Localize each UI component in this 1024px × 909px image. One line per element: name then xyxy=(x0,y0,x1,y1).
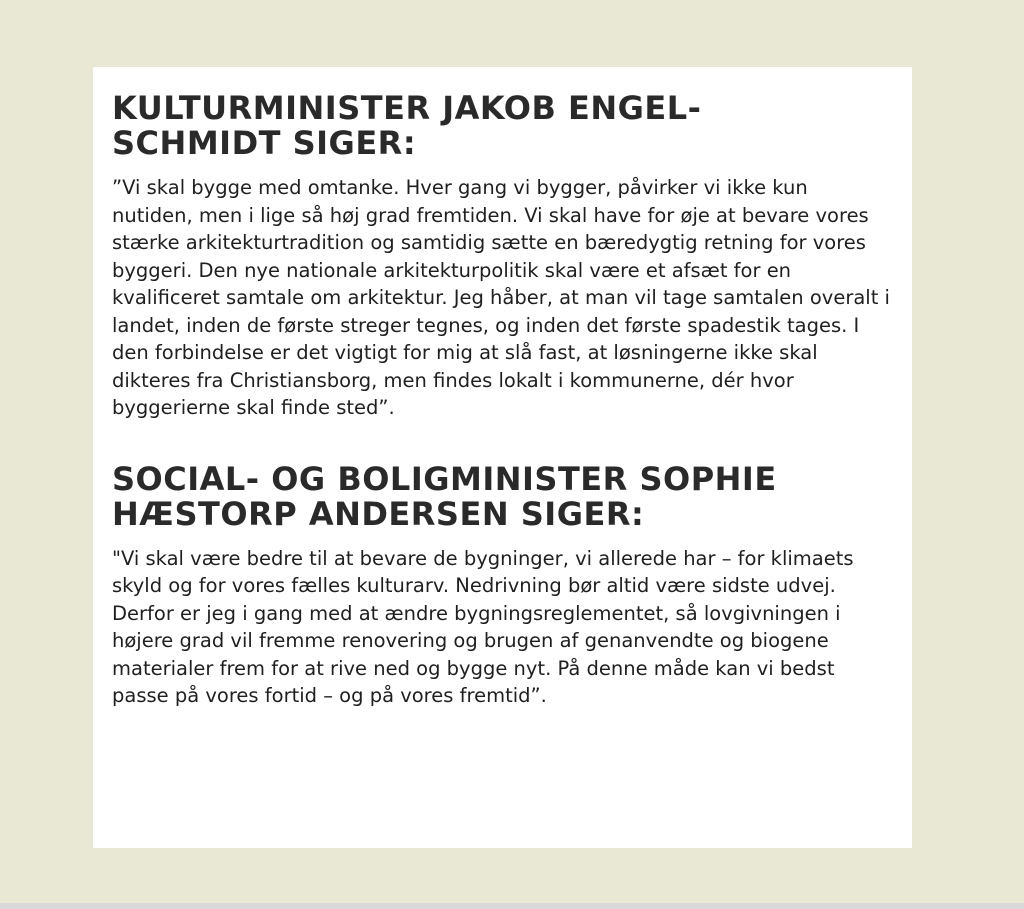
section-quote-housing-minister: "Vi skal være bedre til at bevare de bygninger, vi allerede har – for klimaets skyld og for vores fælles kulturarv. Nedrivning bør altid være sidste udvej. Derfor er jeg i gang med at ændre bygningsreglementet, så lovgivningen i højere grad vil fremme renovering og brugen af genanvendte og biogene materialer frem for at rive ned og bygge nyt. På denne måde kan vi bedst passe på vores fortid – og på vores fremtid”. xyxy=(112,546,854,707)
section-quote-culture-minister: ”Vi skal bygge med omtanke. Hver gang vi bygger, påvirker vi ikke kun nutiden, men i lige så høj grad fremtiden. Vi skal have for øje at bevare vores stærke arkitekturtradition og samtidig sætte en bæredygtig retning for vores byggeri. Den nye nationale arkitekturpolitik skal være et afsæt for en kvalificeret samtale om arkitektur. Jeg håber, at man vil tage samtalen overalt i landet, inden de første streger tegnes, og inden det første spadestik tages. I den forbindelse er det vigtigt for mig at slå fast, at løsningerne ikke skal dikteres fra Christiansborg, men findes lokalt i kommunerne, dér hvor byggerierne skal finde sted”. xyxy=(112,176,890,419)
section-heading-culture-minister: KULTURMINISTER JAKOB ENGEL- SCHMIDT SIGER: xyxy=(112,89,702,162)
document-panel xyxy=(93,67,912,848)
bottom-edge-bar xyxy=(0,903,1024,909)
section-heading-housing-minister: SOCIAL- OG BOLIGMINISTER SOPHIE HÆSTORP ANDERSEN SIGER: xyxy=(112,459,777,533)
